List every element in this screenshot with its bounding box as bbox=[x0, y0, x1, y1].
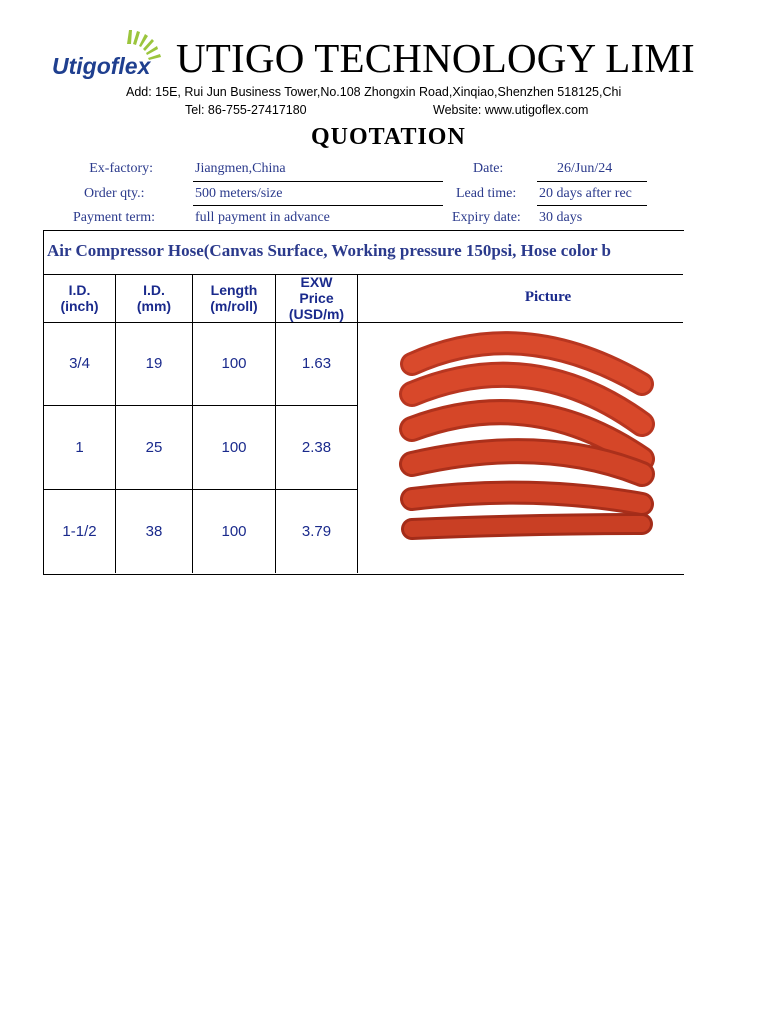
header-line: Price bbox=[299, 290, 334, 306]
cell-id-mm: 19 bbox=[145, 355, 163, 372]
cell-length: 100 bbox=[221, 439, 247, 456]
header-length bbox=[193, 282, 275, 314]
payment-term-value: full payment in advance bbox=[195, 210, 330, 225]
order-qty-underline bbox=[193, 205, 443, 206]
ex-factory-value: Jiangmen,China bbox=[195, 161, 286, 176]
utigoflex-logo bbox=[50, 22, 168, 84]
cell-length: 100 bbox=[221, 523, 247, 540]
lead-time-label: Lead time: bbox=[456, 186, 517, 201]
cell-price: 1.63 bbox=[301, 355, 332, 372]
document-title: QUOTATION bbox=[311, 124, 466, 150]
header-line: Length bbox=[210, 282, 258, 298]
company-name: UTIGO TECHNOLOGY LIMI bbox=[176, 35, 695, 81]
hose-coil-image bbox=[412, 324, 642, 552]
table-column-line bbox=[357, 274, 358, 573]
date-underline bbox=[537, 181, 647, 182]
order-qty-label: Order qty.: bbox=[84, 186, 145, 201]
header-id-inch bbox=[44, 282, 115, 314]
product-title: Air Compressor Hose(Canvas Surface, Working pressure 150psi, Hose color b bbox=[47, 241, 612, 260]
cell-price: 2.38 bbox=[301, 439, 332, 456]
expiry-date-value: 30 days bbox=[539, 210, 583, 225]
header-line: I.D. bbox=[68, 282, 91, 298]
company-website: Website: www.utigoflex.com bbox=[433, 103, 589, 117]
lead-time-value: 20 days after rec bbox=[539, 186, 632, 201]
header-line: EXW bbox=[300, 274, 333, 290]
ex-factory-label: Ex-factory: bbox=[89, 161, 153, 176]
header-exw-price bbox=[276, 274, 357, 322]
cell-id-mm: 25 bbox=[145, 439, 163, 456]
header-line: (m/roll) bbox=[210, 298, 258, 314]
date-value: 26/Jun/24 bbox=[557, 161, 613, 176]
company-address: Add: 15E, Rui Jun Business Tower,No.108 Zhongxin Road,Xinqiao,Shenzhen 518125,Chi bbox=[126, 85, 622, 99]
header-line: (USD/m) bbox=[288, 306, 345, 322]
table-divider bbox=[43, 274, 683, 275]
cell-id-inch: 1-1/2 bbox=[62, 523, 97, 540]
lead-time-underline bbox=[537, 205, 647, 206]
header-id-mm bbox=[116, 282, 192, 314]
svg-text:Utigoflex: Utigoflex bbox=[52, 53, 151, 79]
date-label: Date: bbox=[473, 161, 504, 176]
table-divider bbox=[43, 322, 683, 323]
header-line: (inch) bbox=[60, 298, 99, 314]
cell-length: 100 bbox=[221, 355, 247, 372]
cell-price: 3.79 bbox=[301, 523, 332, 540]
cell-id-inch: 3/4 bbox=[69, 355, 90, 372]
cell-id-mm: 38 bbox=[145, 523, 163, 540]
ex-factory-underline bbox=[193, 181, 443, 182]
header-line: I.D. bbox=[143, 282, 165, 298]
table-divider bbox=[43, 489, 358, 490]
cell-id-inch: 1 bbox=[75, 439, 84, 456]
table-divider bbox=[43, 405, 358, 406]
header-line: (mm) bbox=[136, 298, 172, 314]
company-tel: Tel: 86-755-27417180 bbox=[185, 103, 307, 117]
order-qty-value: 500 meters/size bbox=[195, 186, 283, 201]
header-picture: Picture bbox=[524, 289, 572, 305]
expiry-date-label: Expiry date: bbox=[452, 210, 521, 225]
payment-term-label: Payment term: bbox=[73, 210, 156, 225]
